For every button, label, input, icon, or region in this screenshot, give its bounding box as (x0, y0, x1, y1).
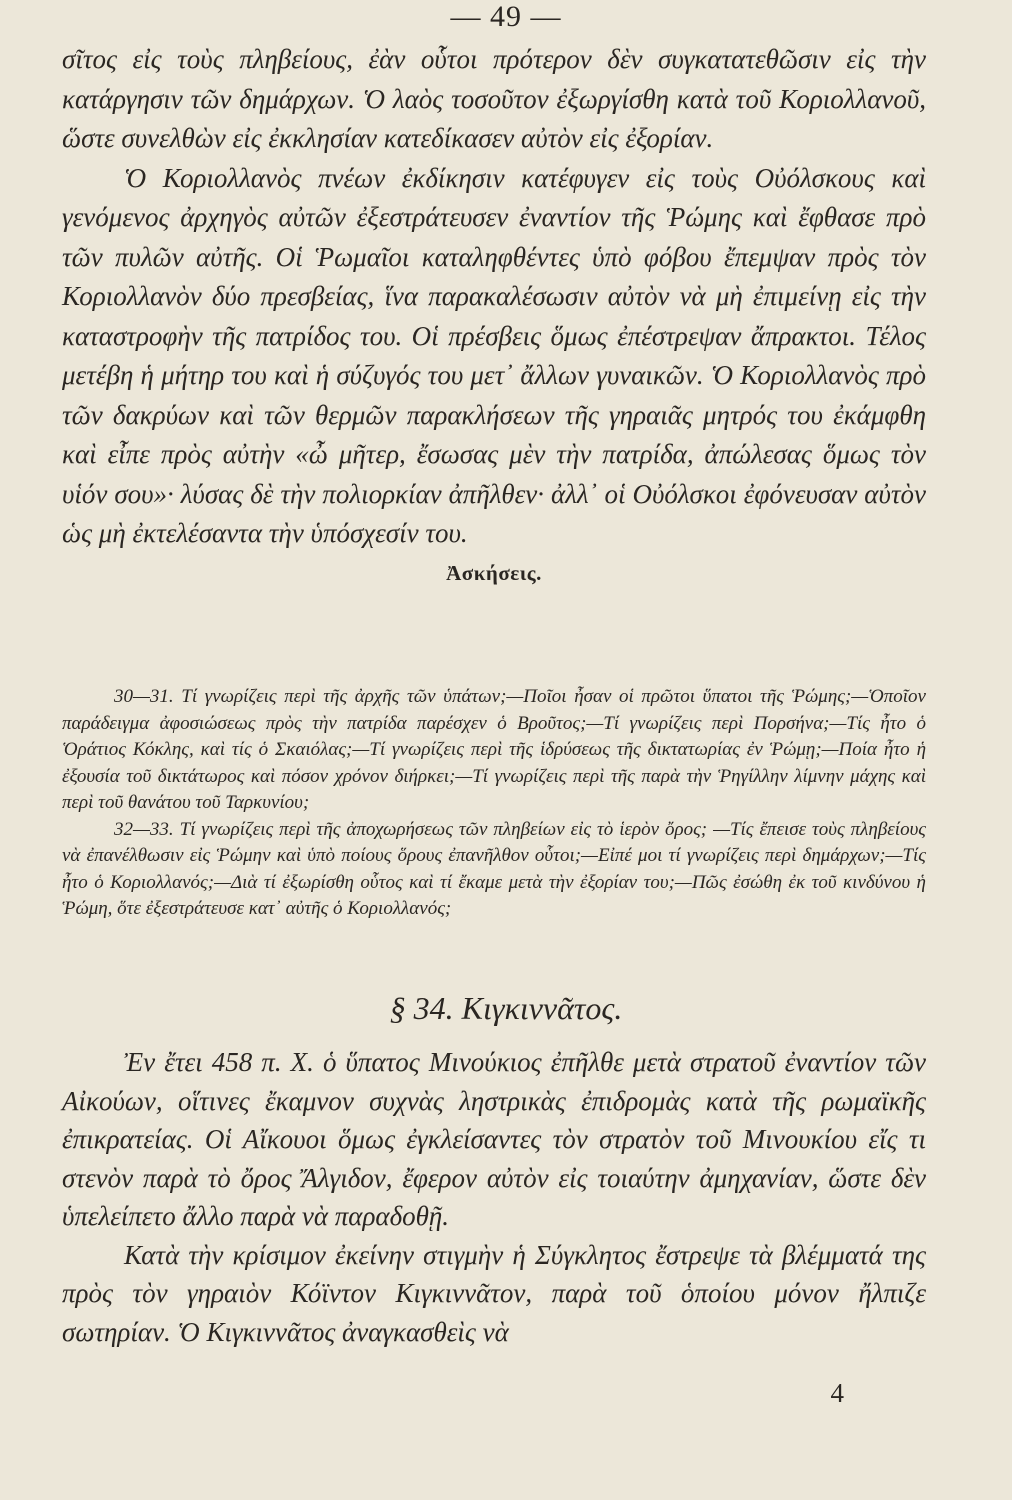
paragraph: Κατὰ τὴν κρίσιμον ἐκείνην στιγμὴν ἡ Σύγκλητος ἔστρεψε τὰ βλέμματά της πρὸς τὸν γηραιὸν Κόϊντον Κιγκιννᾶτον, παρὰ τοῦ ὁποίου μόνον ἤλπιζε σωτηρίαν. Ὁ Κιγκιννᾶτος ἀναγκασθεὶς νὰ (62, 1239, 926, 1347)
page-number: — 49 — (450, 0, 562, 33)
section-text (62, 1043, 926, 1351)
exercise-paragraph: 30—31. Τί γνωρίζεις περὶ τῆς ἀρχῆς τῶν ὑπάτων;—Ποῖοι ἦσαν οἱ πρῶτοι ὕπατοι τῆς Ῥώμης;—Ὁποῖον παράδειγμα ἀφοσιώσεως πρὸς τὴν πατρίδα παρέσχεν ὁ Βροῦτος;—Τί γνωρίζεις περὶ Πορσήνα;—Τίς ἦτο ὁ Ὁράτιος Κόκλης, καὶ τίς ὁ Σκαιόλας;—Τί γνωρίζεις περὶ τῆς ἱδρύσεως τῆς δικτατωρίας ἐν Ῥώμῃ;—Ποία ἦτο ἡ ἐξουσία τοῦ δικτάτωρος καὶ πόσον χρόνον διήρκει;—Τί γνωρίζεις περὶ τῆς παρὰ τὴν Ῥηγίλλην λίμνην μάχης καὶ περὶ τοῦ θανάτου τοῦ Ταρκυνίου; (62, 686, 926, 813)
section-heading: § 34. Κιγκιννᾶτος. (389, 990, 623, 1026)
paragraph: σῖτος εἰς τοὺς πληβείους, ἐὰν οὗτοι πρότερον δὲν συγκατατεθῶσιν εἰς τὴν κατάργησιν τῶν δημάρχων. Ὁ λαὸς τοσοῦτον ἐξωργίσθη κατὰ τοῦ Κοριολλανοῦ, ὥστε συνελθὼν εἰς ἐκκλησίαν κατεδίκασεν αὐτὸν εἰς ἐξορίαν. (62, 44, 926, 153)
exercise-paragraph: 32—33. Τί γνωρίζεις περὶ τῆς ἀποχωρήσεως τῶν πληβείων εἰς τὸ ἱερὸν ὄρος; —Τίς ἔπεισε τοὺς πληβείους νὰ ἐπανέλθωσιν εἰς Ῥώμην καὶ ὑπὸ ποίους ὅρους ἐπανῆλθον οὗτοι;—Εἰπέ μοι τί γνωρίζεις περὶ δημάρχων;—Τίς ἦτο ὁ Κοριολλανός;—Διὰ τί ἐξωρίσθη οὗτος καὶ τί ἔκαμε μετὰ τὴν ἐξορίαν του;—Πῶς ἐσώθη ἐκ τοῦ κινδύνου ἡ Ῥώμη, ὅτε ἐξεστράτευσε κατ᾿ αὐτῆς ὁ Κοριολλανός; (62, 818, 926, 919)
main-text (62, 40, 926, 592)
exercises-heading: Ἀσκήσεις. (446, 560, 542, 585)
signature-mark: 4 (830, 1378, 844, 1408)
exercises-block (62, 684, 926, 923)
paragraph: Ὁ Κοριολλανὸς πνέων ἐκδίκησιν κατέφυγεν εἰς τοὺς Οὐόλσκους καὶ γενόμενος ἀρχηγὸς αὐτῶν ἐξεστράτευσεν ἐναντίον τῆς Ῥώμης καὶ ἔφθασε πρὸ τῶν πυλῶν αὐτῆς. Οἱ Ῥωμαῖοι καταληφθέντες ὑπὸ φόβου ἔπεμψαν πρὸς τὸν Κοριολλανὸν δύο πρεσβείας, ἵνα παρακαλέσωσιν αὐτὸν νὰ μὴ ἐπιμείνῃ εἰς τὴν καταστροφὴν τῆς πατρίδος του. Οἱ πρέσβεις ὅμως ἐπέστρεψαν ἄπρακτοι. Τέλος μετέβη ἡ μήτηρ του καὶ ἡ σύζυγός του μετ᾿ ἄλλων γυναικῶν. Ὁ Κοριολλανὸς πρὸ τῶν δακρύων καὶ τῶν θερμῶν παρακλήσεων τῆς γηραιᾶς μητρός του ἐκάμφθη καὶ εἶπε πρὸς αὐτὴν «ὦ μῆτερ, ἔσωσας μὲν τὴν πατρίδα, ἀπώλεσας ὅμως τὸν υἱόν σου»· λύσας δὲ τὴν πολιορκίαν ἀπῆλθεν· ἀλλ᾿ οἱ Οὐόλσκοι ἐφόνευσαν αὐτὸν ὡς μὴ ἐκτελέσαντα τὴν ὑπόσχεσίν του. (62, 162, 926, 548)
paragraph: Ἐν ἔτει 458 π. Χ. ὁ ὕπατος Μινούκιος ἐπῆλθε μετὰ στρατοῦ ἐναντίον τῶν Αἰκούων, οἵτινες ἔκαμνον συχνὰς ληστρικὰς ἐπιδρομὰς κατὰ τῆς ρωμαϊκῆς ἐπικρατείας. Οἱ Αἴκουοι ὅμως ἐγκλείσαντες τὸν στρατὸν τοῦ Μινουκίου εἴς τι στενὸν παρὰ τὸ ὄρος Ἄλγιδον, ἔφερον αὐτὸν εἰς τοιαύτην ἀμηχανίαν, ὥστε δὲν ὑπελείπετο ἄλλο παρὰ νὰ παραδοθῇ. (62, 1047, 926, 1231)
